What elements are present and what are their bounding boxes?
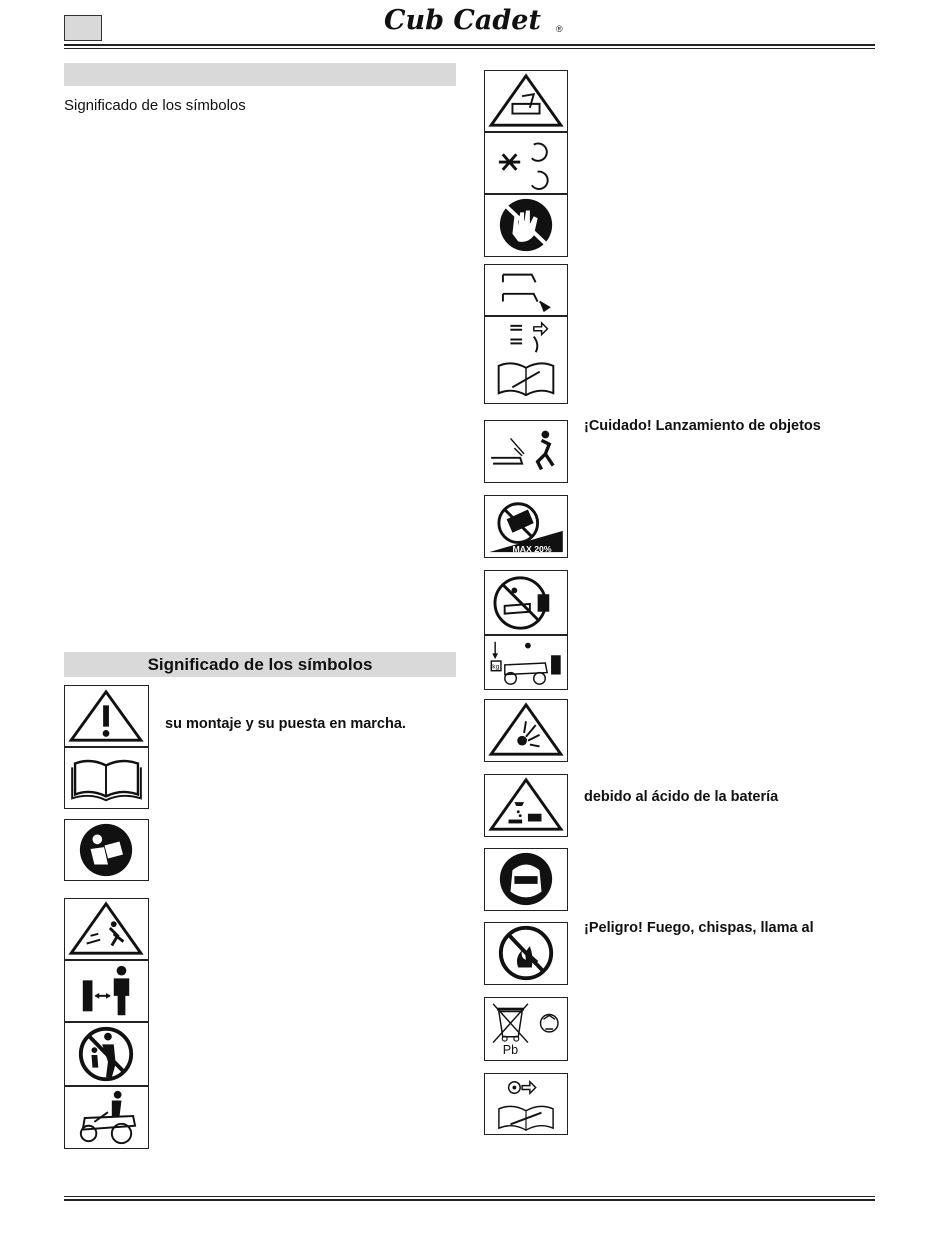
brand-logo — [380, 2, 570, 36]
weight-on-tractor-icon — [484, 635, 568, 690]
weight-label: kg — [492, 663, 500, 671]
open-manual-icon — [64, 747, 149, 809]
eye-protection-icon — [484, 848, 568, 911]
read-manual-icon — [64, 819, 149, 881]
brand-registered-mark: ® — [556, 24, 563, 34]
rotating-blade-icon — [484, 132, 568, 194]
caption-assembly: su montaje y su puesta en marcha. — [165, 716, 406, 732]
tractor-rider-icon — [64, 1086, 149, 1149]
blade-hazard-icon — [484, 70, 568, 132]
no-fire-icon — [484, 922, 568, 985]
explosion-hazard-icon — [484, 699, 568, 762]
caption-battery-acid: debido al ácido de la batería — [584, 789, 779, 805]
brand-logo-text: Cub Cadet — [384, 5, 541, 36]
subtitle: Significado de los símbolos — [64, 97, 246, 114]
safety-distance-icon — [64, 960, 149, 1022]
maintenance-manual-icon — [484, 1073, 568, 1135]
section-title: Significado de los símbolos — [64, 652, 456, 677]
slope-label: MAX 20% — [512, 544, 552, 555]
header-rule-thin — [64, 48, 875, 49]
footer-rule-thick — [64, 1199, 875, 1201]
page-number-box — [64, 15, 102, 41]
lead-label: Pb — [502, 1043, 519, 1058]
acid-hazard-icon — [484, 774, 568, 837]
blade-lowering-icon — [484, 264, 568, 316]
heading-bar — [64, 63, 456, 86]
slope-max-icon — [484, 495, 568, 558]
header-rule-thick — [64, 44, 875, 46]
disconnect-spark-plug-manual-icon — [484, 316, 568, 404]
thrown-objects-icon — [484, 420, 568, 483]
no-hands-icon — [484, 194, 568, 257]
caption-fire: ¡Peligro! Fuego, chispas, llama al — [584, 920, 814, 936]
no-people-icon — [64, 1022, 149, 1086]
no-parking-slope-icon — [484, 570, 568, 635]
warning-triangle-icon — [64, 685, 149, 747]
thrown-object-warning-icon — [64, 898, 149, 960]
footer-rule-thin — [64, 1196, 875, 1197]
caption-thrown-objects: ¡Cuidado! Lanzamiento de objetos — [584, 418, 821, 434]
recycle-bin-lead-icon — [484, 997, 568, 1061]
